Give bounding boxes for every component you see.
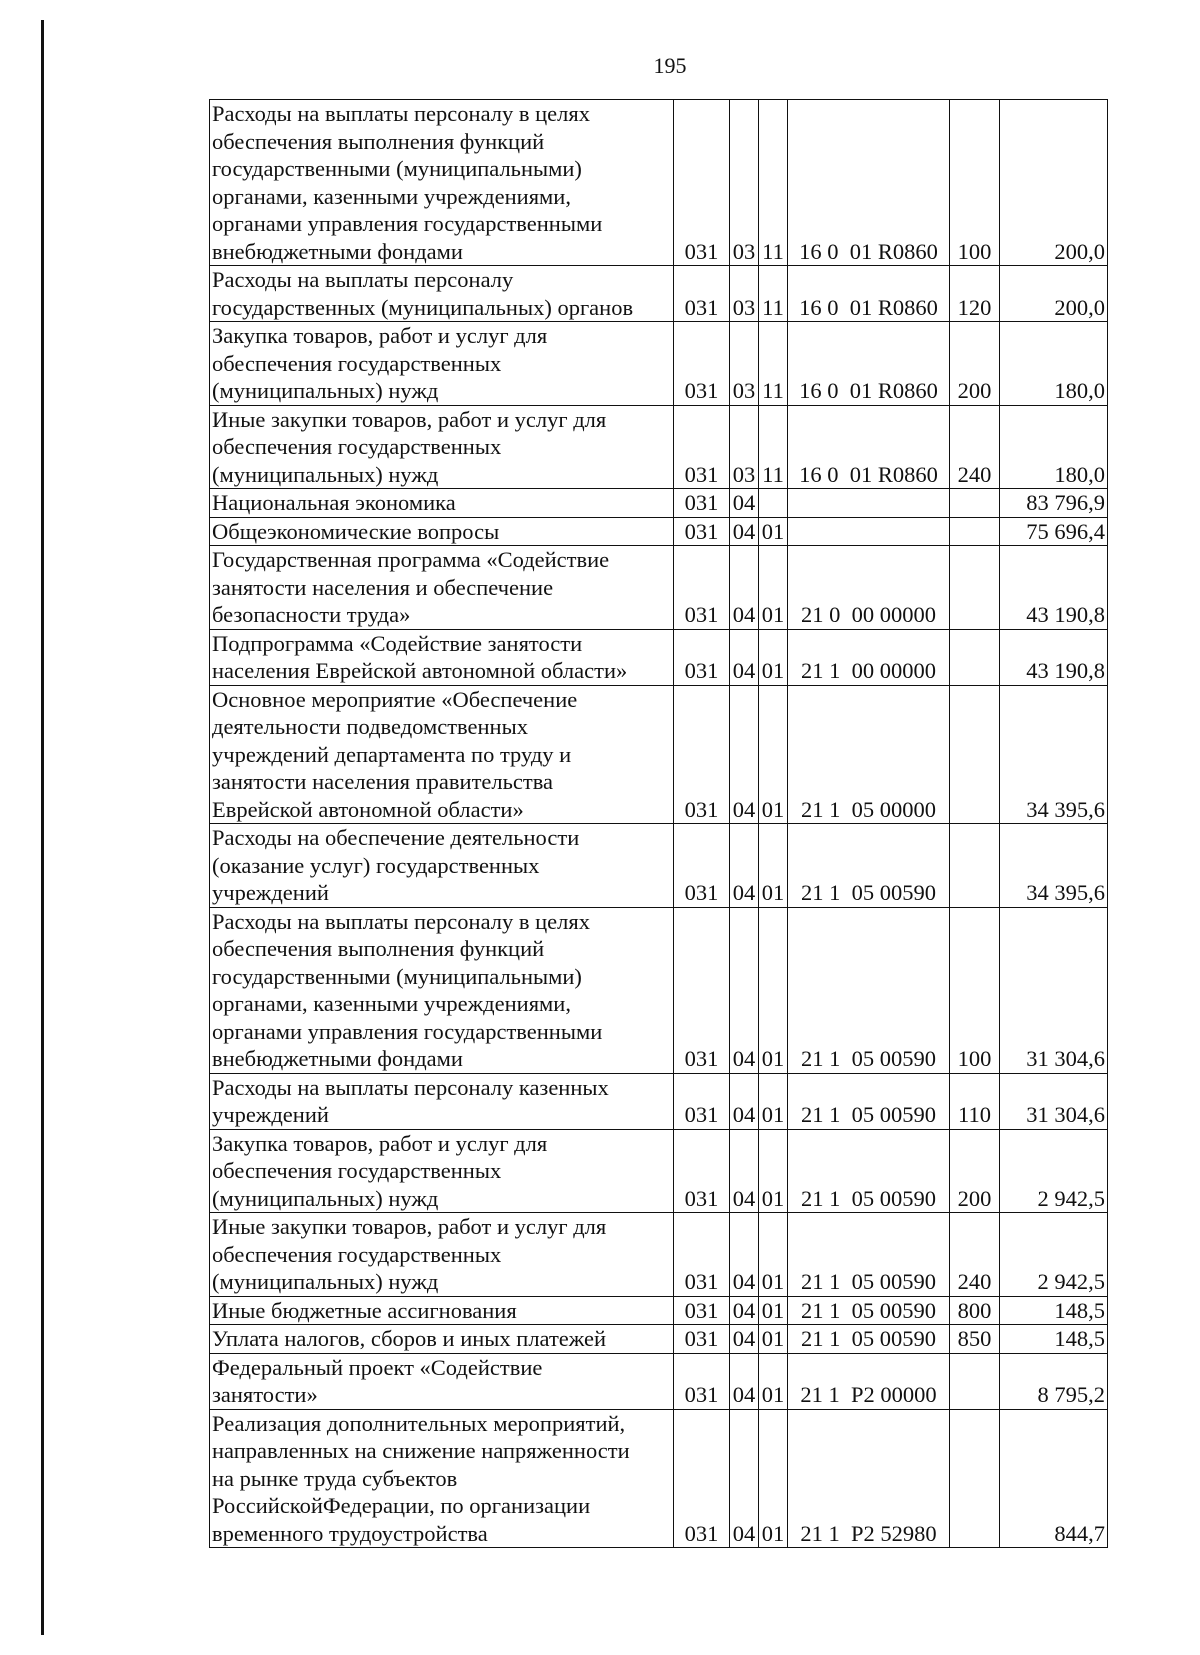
subsection-code: 01	[759, 1073, 788, 1129]
table-row	[210, 322, 1108, 406]
expense-type-code: 200	[950, 1129, 1000, 1213]
budget-table	[209, 99, 1108, 1548]
section-code: 04	[730, 824, 759, 908]
amount-value: 148,5	[1000, 1296, 1108, 1325]
description-line: государственными (муниципальными)	[212, 963, 582, 989]
table-row	[210, 1325, 1108, 1354]
ministry-code: 031	[674, 907, 730, 1073]
description-line: Закупка товаров, работ и услуг для	[212, 1130, 548, 1156]
expense-type-code: 850	[950, 1325, 1000, 1354]
table-row	[210, 907, 1108, 1073]
subsection-code: 01	[759, 1353, 788, 1409]
ministry-code: 031	[674, 1353, 730, 1409]
subsection-code: 01	[759, 1409, 788, 1548]
description-line: органами, казенными учреждениями,	[212, 183, 571, 209]
expense-type-code	[950, 517, 1000, 546]
table-row	[210, 405, 1108, 489]
amount-value: 31 304,6	[1000, 907, 1108, 1073]
description-line: Расходы на выплаты персоналу в целях	[212, 908, 590, 934]
description-line: государственными (муниципальными)	[212, 156, 582, 181]
table-row	[210, 1353, 1108, 1409]
row-description	[210, 1213, 674, 1297]
expense-type-code	[950, 1353, 1000, 1409]
table-row	[210, 629, 1108, 685]
section-code: 04	[730, 489, 759, 518]
amount-value: 180,0	[1000, 322, 1108, 406]
subsection-code: 11	[759, 322, 788, 406]
row-description	[210, 1325, 674, 1354]
expense-type-code	[950, 489, 1000, 518]
expense-type-code: 100	[950, 907, 1000, 1073]
description-line: Расходы на обеспечение деятельности	[212, 825, 580, 850]
row-description	[210, 266, 674, 322]
description-line: учреждений	[212, 1102, 329, 1127]
description-line: органами управления государственными	[212, 1018, 603, 1044]
ministry-code: 031	[674, 1213, 730, 1297]
table-row	[210, 685, 1108, 824]
amount-value: 8 795,2	[1000, 1353, 1108, 1409]
target-article-code: 16 0 01 R0860	[788, 266, 950, 322]
amount-value: 34 395,6	[1000, 824, 1108, 908]
target-article-code: 21 1 05 00000	[788, 685, 950, 824]
amount-value: 2 942,5	[1000, 1213, 1108, 1297]
ministry-code: 031	[674, 405, 730, 489]
target-article-code	[788, 489, 950, 518]
subsection-code: 11	[759, 405, 788, 489]
row-description	[210, 1129, 674, 1213]
description-line: Общеэкономические вопросы	[212, 518, 500, 544]
section-code: 04	[730, 685, 759, 824]
amount-value: 34 395,6	[1000, 685, 1108, 824]
target-article-code: 21 1 P2 52980	[788, 1409, 950, 1548]
target-article-code: 16 0 01 R0860	[788, 322, 950, 406]
description-line: Национальная экономика	[212, 490, 456, 515]
subsection-code: 01	[759, 517, 788, 546]
subsection-code: 01	[759, 824, 788, 908]
expense-type-code: 240	[950, 1213, 1000, 1297]
amount-value: 200,0	[1000, 266, 1108, 322]
description-line: направленных на снижение напряженности	[212, 1438, 630, 1463]
ministry-code: 031	[674, 100, 730, 266]
subsection-code	[759, 489, 788, 518]
table-row	[210, 1213, 1108, 1297]
ministry-code: 031	[674, 517, 730, 546]
description-line: обеспечения государственных	[212, 1158, 502, 1183]
table-row	[210, 517, 1108, 546]
amount-value: 83 796,9	[1000, 489, 1108, 518]
ministry-code: 031	[674, 489, 730, 518]
row-description	[210, 1409, 674, 1548]
description-line: обеспечения выполнения функций	[212, 128, 545, 154]
row-description	[210, 629, 674, 685]
amount-value: 200,0	[1000, 100, 1108, 266]
description-line: деятельности подведомственных	[212, 714, 528, 739]
row-description	[210, 546, 674, 630]
description-line: внебюджетными фондами	[212, 238, 463, 264]
row-description	[210, 1296, 674, 1325]
expense-type-code: 200	[950, 322, 1000, 406]
description-line: внебюджетными фондами	[212, 1046, 463, 1071]
target-article-code: 21 1 05 00590	[788, 824, 950, 908]
section-code: 03	[730, 405, 759, 489]
target-article-code: 21 1 00 00000	[788, 629, 950, 685]
description-line: Иные бюджетные ассигнования	[212, 1297, 517, 1323]
left-margin-rule	[41, 20, 44, 1635]
expense-type-code	[950, 685, 1000, 824]
amount-value: 148,5	[1000, 1325, 1108, 1354]
ministry-code: 031	[674, 546, 730, 630]
row-description	[210, 824, 674, 908]
expense-type-code	[950, 1409, 1000, 1548]
table-row	[210, 1129, 1108, 1213]
section-code: 04	[730, 546, 759, 630]
description-line: занятости»	[212, 1382, 318, 1407]
description-line: (муниципальных) нужд	[212, 1185, 439, 1211]
expense-type-code	[950, 629, 1000, 685]
amount-value: 180,0	[1000, 405, 1108, 489]
target-article-code: 21 1 05 00590	[788, 1213, 950, 1297]
section-code: 04	[730, 1409, 759, 1548]
table-row	[210, 1073, 1108, 1129]
description-line: временного трудоустройства	[212, 1520, 488, 1546]
description-line: безопасности труда»	[212, 602, 411, 627]
subsection-code: 01	[759, 1325, 788, 1354]
ministry-code: 031	[674, 1296, 730, 1325]
expense-type-code: 120	[950, 266, 1000, 322]
description-line: РоссийскойФедерации, по организации	[212, 1493, 591, 1518]
description-line: Федеральный проект «Содействие	[212, 1354, 543, 1380]
description-line: Основное мероприятие «Обеспечение	[212, 686, 578, 712]
description-line: учреждений	[212, 880, 329, 905]
description-line: обеспечения государственных	[212, 1241, 502, 1267]
description-line: Подпрограмма «Содействие занятости	[212, 630, 583, 656]
row-description	[210, 1353, 674, 1409]
description-line: Расходы на выплаты персоналу	[212, 267, 514, 292]
row-description	[210, 517, 674, 546]
expense-type-code: 100	[950, 100, 1000, 266]
description-line: обеспечения выполнения функций	[212, 936, 545, 961]
table-row	[210, 100, 1108, 266]
row-description	[210, 907, 674, 1073]
row-description	[210, 405, 674, 489]
row-description	[210, 489, 674, 518]
section-code: 04	[730, 517, 759, 546]
subsection-code: 01	[759, 629, 788, 685]
expense-type-code: 240	[950, 405, 1000, 489]
ministry-code: 031	[674, 1409, 730, 1548]
section-code: 03	[730, 100, 759, 266]
expense-type-code	[950, 824, 1000, 908]
description-line: (муниципальных) нужд	[212, 1269, 439, 1294]
subsection-code: 01	[759, 546, 788, 630]
ministry-code: 031	[674, 629, 730, 685]
section-code: 04	[730, 907, 759, 1073]
expense-type-code: 110	[950, 1073, 1000, 1129]
description-line: государственных (муниципальных) органов	[212, 294, 634, 320]
ministry-code: 031	[674, 824, 730, 908]
description-line: (муниципальных) нужд	[212, 378, 439, 403]
page-number: 195	[653, 53, 687, 78]
row-description	[210, 100, 674, 266]
row-description	[210, 1073, 674, 1129]
table-row	[210, 546, 1108, 630]
ministry-code: 031	[674, 1129, 730, 1213]
section-code: 04	[730, 1073, 759, 1129]
amount-value: 43 190,8	[1000, 546, 1108, 630]
description-line: Закупка товаров, работ и услуг для	[212, 323, 548, 348]
description-line: населения Еврейской автономной области»	[212, 658, 628, 683]
target-article-code: 16 0 01 R0860	[788, 405, 950, 489]
table-row	[210, 1296, 1108, 1325]
target-article-code: 21 1 05 00590	[788, 1073, 950, 1129]
section-code: 03	[730, 322, 759, 406]
description-line: Еврейской автономной области»	[212, 796, 524, 822]
row-description	[210, 322, 674, 406]
subsection-code: 01	[759, 1296, 788, 1325]
section-code: 03	[730, 266, 759, 322]
table-row	[210, 266, 1108, 322]
description-line: Иные закупки товаров, работ и услуг для	[212, 1214, 607, 1239]
subsection-code: 11	[759, 266, 788, 322]
amount-value: 844,7	[1000, 1409, 1108, 1548]
table-row	[210, 1409, 1108, 1548]
section-code: 04	[730, 1296, 759, 1325]
subsection-code: 01	[759, 907, 788, 1073]
description-line: органами управления государственными	[212, 211, 603, 236]
description-line: занятости населения правительства	[212, 769, 554, 794]
description-line: обеспечения государственных	[212, 434, 502, 459]
ministry-code: 031	[674, 1325, 730, 1354]
amount-value: 2 942,5	[1000, 1129, 1108, 1213]
table-row	[210, 489, 1108, 518]
subsection-code: 01	[759, 1129, 788, 1213]
table-row	[210, 824, 1108, 908]
description-line: Расходы на выплаты персоналу казенных	[212, 1074, 609, 1100]
expense-type-code	[950, 546, 1000, 630]
section-code: 04	[730, 1213, 759, 1297]
target-article-code: 16 0 01 R0860	[788, 100, 950, 266]
section-code: 04	[730, 629, 759, 685]
description-line: Государственная программа «Содействие	[212, 547, 610, 572]
description-line: занятости населения и обеспечение	[212, 574, 554, 600]
ministry-code: 031	[674, 266, 730, 322]
description-line: Иные закупки товаров, работ и услуг для	[212, 406, 607, 432]
description-line: (муниципальных) нужд	[212, 461, 439, 487]
section-code: 04	[730, 1353, 759, 1409]
amount-value: 31 304,6	[1000, 1073, 1108, 1129]
section-code: 04	[730, 1325, 759, 1354]
subsection-code: 01	[759, 1213, 788, 1297]
target-article-code: 21 1 05 00590	[788, 1129, 950, 1213]
subsection-code: 11	[759, 100, 788, 266]
expense-type-code: 800	[950, 1296, 1000, 1325]
description-line: обеспечения государственных	[212, 350, 502, 376]
description-line: органами, казенными учреждениями,	[212, 991, 571, 1016]
description-line: (оказание услуг) государственных	[212, 852, 540, 878]
description-line: Уплата налогов, сборов и иных платежей	[212, 1326, 607, 1351]
row-description	[210, 685, 674, 824]
budget-table-body	[210, 100, 1108, 1548]
ministry-code: 031	[674, 685, 730, 824]
description-line: Расходы на выплаты персоналу в целях	[212, 101, 590, 126]
target-article-code	[788, 517, 950, 546]
target-article-code: 21 1 05 00590	[788, 1296, 950, 1325]
description-line: Реализация дополнительных мероприятий,	[212, 1410, 626, 1436]
target-article-code: 21 1 P2 00000	[788, 1353, 950, 1409]
description-line: на рынке труда субъектов	[212, 1465, 458, 1491]
ministry-code: 031	[674, 322, 730, 406]
section-code: 04	[730, 1129, 759, 1213]
subsection-code: 01	[759, 685, 788, 824]
ministry-code: 031	[674, 1073, 730, 1129]
amount-value: 43 190,8	[1000, 629, 1108, 685]
description-line: учреждений департамента по труду и	[212, 741, 572, 767]
target-article-code: 21 0 00 00000	[788, 546, 950, 630]
target-article-code: 21 1 05 00590	[788, 1325, 950, 1354]
target-article-code: 21 1 05 00590	[788, 907, 950, 1073]
amount-value: 75 696,4	[1000, 517, 1108, 546]
